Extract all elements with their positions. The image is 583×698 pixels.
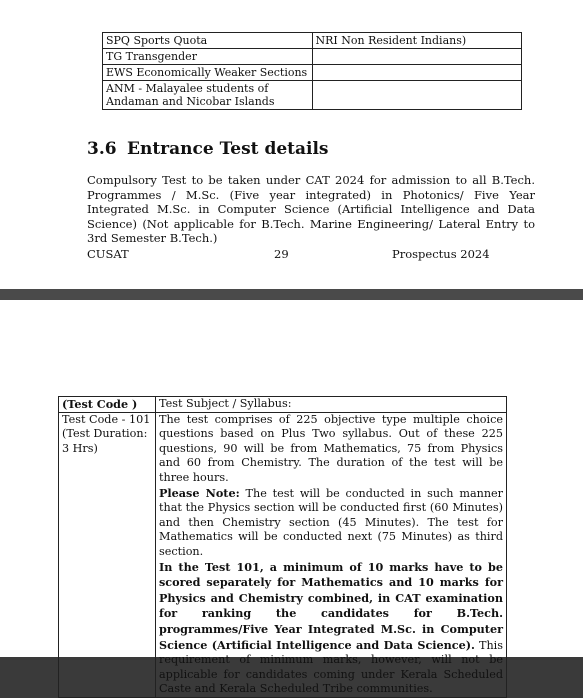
page-number: 29: [274, 247, 289, 261]
section-number: 3.6: [87, 139, 117, 159]
syllabus-cell: [156, 412, 507, 697]
document-page-30: [0, 300, 583, 696]
table-cell: SPQ Sports Quota: [103, 33, 313, 49]
table-cell: NRI Non Resident Indians): [312, 33, 522, 49]
table-row: [103, 81, 522, 110]
table-header-row: [59, 397, 507, 413]
minimum-marks-paragraph: [159, 560, 503, 697]
test-table: [58, 396, 507, 698]
table-cell: ANM - Malayalee students of Andaman and Nicobar Islands: [103, 81, 313, 110]
quota-table: [102, 32, 522, 110]
section-heading: [87, 139, 329, 159]
table-cell: TG Transgender: [103, 49, 313, 65]
test-subject-header: Test Subject / Syllabus:: [156, 397, 507, 413]
footer-left: CUSAT: [87, 247, 129, 261]
table-cell: [312, 65, 522, 81]
table-row: [103, 65, 522, 81]
test-code-header: (Test Code ): [59, 397, 156, 413]
table-row: [103, 33, 522, 49]
note-text: The test will be conducted in such manner that the Physics section will be conducted first (60 Minutes) and then Chemistry section (45 Minutes). The test for Mathematics will be conducted next (75 Minutes) as third section.: [159, 486, 503, 558]
table-cell: [312, 49, 522, 65]
page-separator: [0, 289, 583, 300]
test-code-cell: Test Code - 101 (Test Duration: 3 Hrs): [59, 412, 156, 697]
table-cell: [312, 81, 522, 110]
table-cell: EWS Economically Weaker Sections: [103, 65, 313, 81]
footer-right: Prospectus 2024: [392, 247, 490, 261]
note-label: Please Note:: [159, 485, 240, 500]
document-page-29: [0, 0, 583, 289]
syllabus-paragraph: The test comprises of 225 objective type multiple choice questions based on Plus Two syllabus. Out of these 225 questions, 90 will be from Mathematics, 75 from Physics and 60 from Chemistry. The duration of the test will be three hours.: [159, 412, 503, 484]
minimum-marks-text: This requirement of minimum marks, however, will not be applicable for candidates coming under Kerala Scheduled Caste and Kerala Scheduled Tribe communities.: [159, 638, 503, 696]
section-title: Entrance Test details: [127, 139, 329, 159]
minimum-marks-bold: In the Test 101, a minimum of 10 marks have to be scored separately for Mathematics and 10 marks for Physics and Chemistry combined, in CAT examination for ranking the candidates for B.Tech. programmes/Five Year Integrated M.Sc. in Computer Science (Artificial Intelligence and Data Science).: [159, 559, 503, 652]
table-row: [103, 49, 522, 65]
note-paragraph: [159, 486, 503, 560]
section-paragraph: Compulsory Test to be taken under CAT 2024 for admission to all B.Tech. Programmes / M.Sc. (Five year integrated) in Photonics/ Five Year Integrated M.Sc. in Computer Science (Artificial Intelligence and Data Science) (Not applicable for B.Tech. Marine Engineering/ Lateral Entry to 3rd Semester B.Tech.): [87, 173, 535, 246]
table-row: [59, 412, 507, 697]
